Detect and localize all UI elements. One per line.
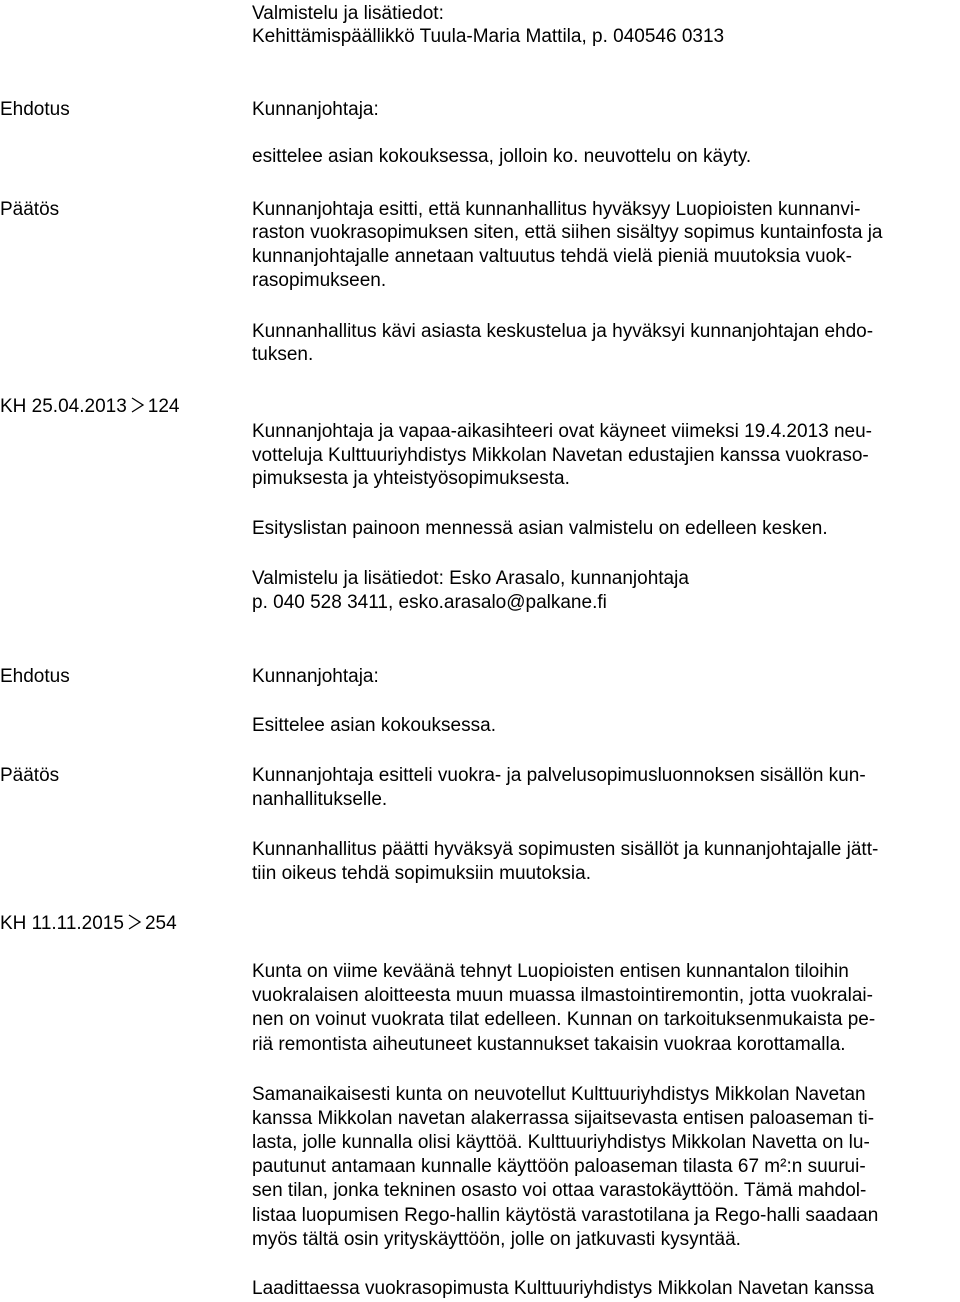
meeting-reference xyxy=(0,395,179,418)
decision-line: raston vuokrasopimuksen siten, että siihen sisältyy sopimus kuntainfosta ja xyxy=(252,222,883,243)
prep-label: Valmistelu ja lisätiedot: xyxy=(252,3,444,24)
reference-arrow-icon xyxy=(131,397,145,413)
paragraph-line: Valmistelu ja lisätiedot: Esko Arasalo, kunnanjohtaja xyxy=(252,568,689,589)
paragraph-line: sen tilan, jonka tekninen osasto voi ottaa varastokäyttöön. Tämä mahdol- xyxy=(252,1180,867,1201)
decision-line: Kunnanjohtaja esitti, että kunnanhallitus hyväksyy Luopioisten kunnanvi- xyxy=(252,199,861,220)
decision-line: tiin oikeus tehdä sopimuksiin muutoksia. xyxy=(252,863,592,884)
decision-line: nanhallitukselle. xyxy=(252,789,388,810)
paragraph-line: Kunta on viime keväänä tehnyt Luopioisten entisen kunnantalon tiloihin xyxy=(252,961,849,982)
paragraph-line: myös tältä osin yrityskäyttöön, jolle on jatkuvasti kysyntää. xyxy=(252,1229,741,1250)
proposal-text: Esittelee asian kokouksessa. xyxy=(252,715,496,736)
decision-line: Kunnanjohtaja esitteli vuokra- ja palvelusopimusluonnoksen sisällön kun- xyxy=(252,765,866,786)
proposal-role: Kunnanjohtaja: xyxy=(252,666,379,687)
reference-number: 124 xyxy=(147,396,180,417)
decision-line: kunnanjohtajalle annetaan valtuutus tehdä vielä pieniä muutoksia vuok- xyxy=(252,246,852,267)
decision-line: Kunnanhallitus kävi asiasta keskustelua ja hyväksyi kunnanjohtajan ehdo- xyxy=(252,321,874,342)
paragraph-line: Kunnanjohtaja ja vapaa-aikasihteeri ovat käyneet viimeksi 19.4.2013 neu- xyxy=(252,421,873,442)
paragraph-line: pautunut antamaan kunnalle käyttöön paloaseman tilasta 67 m²:n suurui- xyxy=(252,1156,866,1177)
paragraph-line: lasta, jolle kunnalla olisi käyttöä. Kulttuuriyhdistys Mikkolan Navetta on lu- xyxy=(252,1132,870,1153)
reference-number: 254 xyxy=(144,913,177,934)
paragraph-line: Esityslistan painoon mennessä asian valmistelu on edelleen kesken. xyxy=(252,518,828,539)
proposal-role: Kunnanjohtaja: xyxy=(252,99,379,120)
paragraph-line: votteluja Kulttuuriyhdistys Mikkolan Navetan edustajien kanssa vuokraso- xyxy=(252,445,869,466)
reference-date: KH 25.04.2013 xyxy=(0,396,127,417)
paragraph-line: p. 040 528 3411, esko.arasalo@palkane.fi xyxy=(252,592,607,613)
decision-line: rasopimukseen. xyxy=(252,270,387,291)
proposal-label: Ehdotus xyxy=(0,666,70,687)
paragraph-line: kanssa Mikkolan navetan alakerrassa sijaitsevasta entisen paloaseman ti- xyxy=(252,1108,875,1129)
paragraph-line: riä remontista aiheutuneet kustannukset takaisin vuokraa korottamalla. xyxy=(252,1034,846,1055)
paragraph-line: listaa luopumisen Rego-hallin käytöstä varastotilana ja Rego-halli saadaan xyxy=(252,1205,879,1226)
paragraph-line: pimuksesta ja yhteistyösopimuksesta. xyxy=(252,468,570,489)
paragraph-line: nen on voinut vuokrata tilat edelleen. Kunnan on tarkoituksenmukaista pe- xyxy=(252,1009,876,1030)
proposal-label: Ehdotus xyxy=(0,99,70,120)
paragraph-line: Laadittaessa vuokrasopimusta Kulttuuriyhdistys Mikkolan Navetan kanssa xyxy=(252,1278,875,1299)
proposal-text: esittelee asian kokouksessa, jolloin ko. neuvottelu on käyty. xyxy=(252,146,752,167)
prep-contact: Kehittämispäällikkö Tuula-Maria Mattila, p. 040546 0313 xyxy=(252,26,725,47)
decision-line: tuksen. xyxy=(252,344,314,365)
reference-arrow-icon xyxy=(128,914,142,930)
decision-label: Päätös xyxy=(0,765,60,786)
reference-date: KH 11.11.2015 xyxy=(0,913,124,934)
decision-line: Kunnanhallitus päätti hyväksyä sopimusten sisällöt ja kunnanjohtajalle jätt- xyxy=(252,839,879,860)
meeting-reference xyxy=(0,912,177,935)
paragraph-line: vuokralaisen aloitteesta muun muassa ilmastointiremontin, jotta vuokralai- xyxy=(252,985,873,1006)
paragraph-line: Samanaikaisesti kunta on neuvotellut Kulttuuriyhdistys Mikkolan Navetan xyxy=(252,1084,866,1105)
decision-label: Päätös xyxy=(0,199,60,220)
